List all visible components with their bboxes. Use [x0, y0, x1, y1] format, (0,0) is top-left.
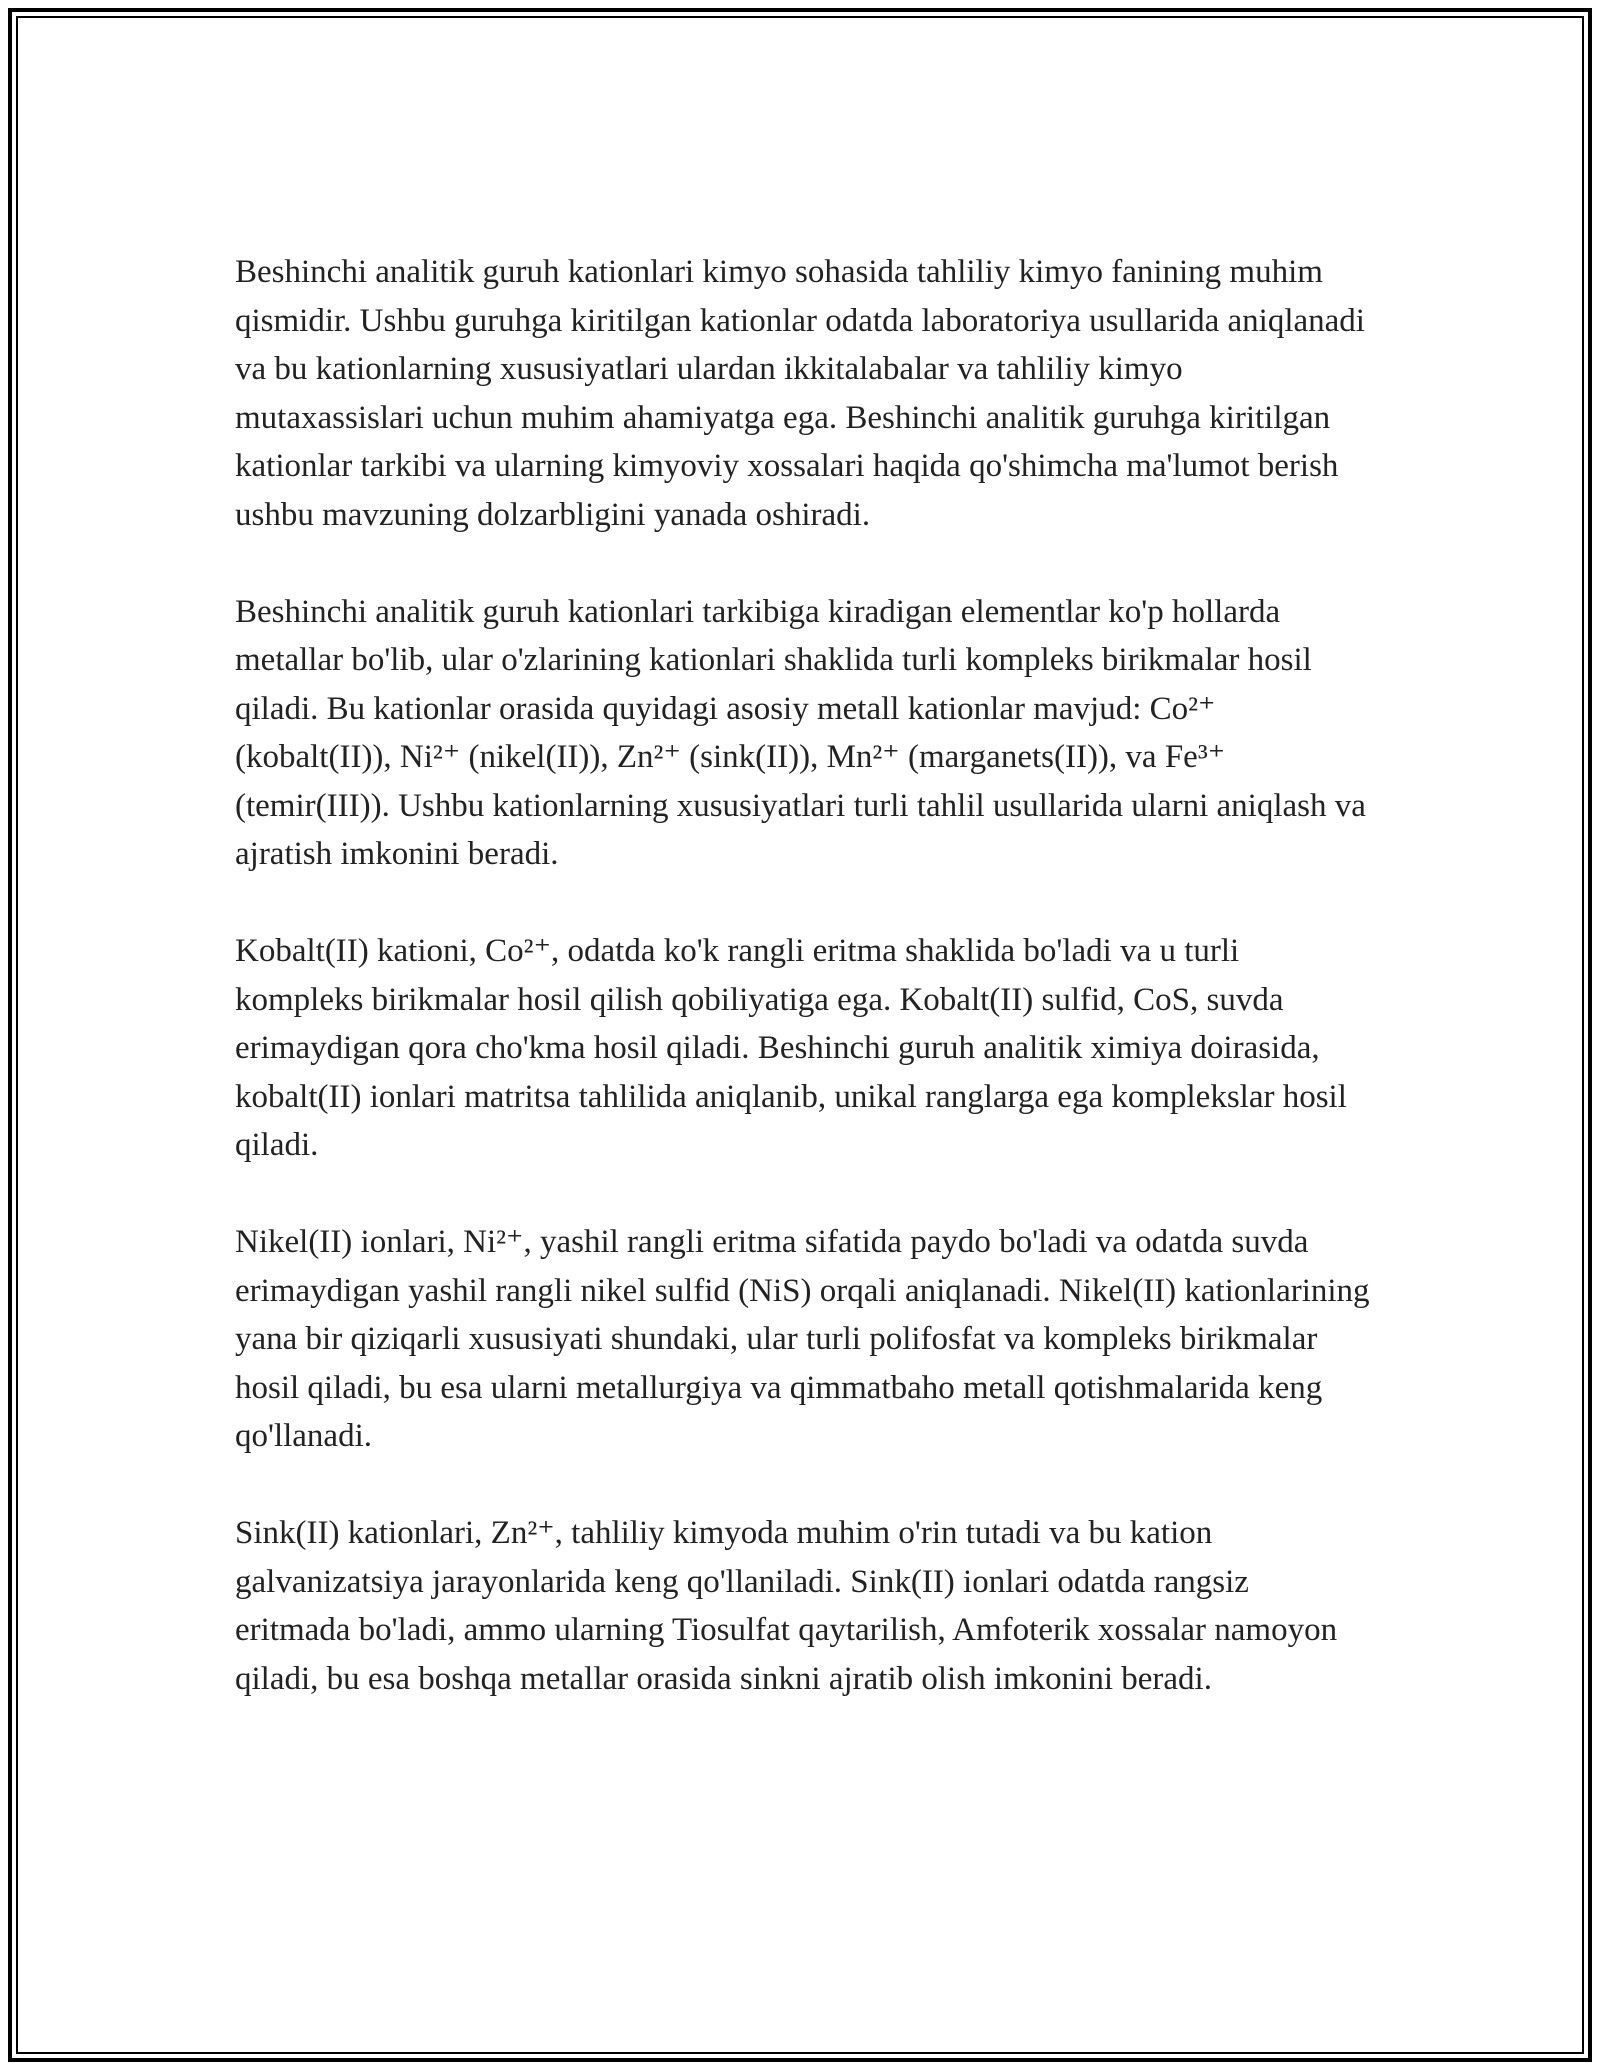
- paragraph-cation-composition: Beshinchi analitik guruh kationlari tarkibiga kiradigan elementlar ko'p hollarda metallar bo'lib, ular o'zlarining kationlari shaklida turli kompleks birikmalar hosil qiladi. Bu kationlar orasida quyidagi asosiy metall kationlar mavjud: Co²⁺ (kobalt(II)), Ni²⁺ (nikel(II)), Zn²⁺ (sink(II)), Mn²⁺ (marganets(II)), va Fe³⁺ (temir(III)). Ushbu kationlarning xususiyatlari turli tahlil usullarida ularni aniqlash va ajratish imkonini beradi.: [235, 593, 1366, 872]
- document-body: [235, 248, 1370, 1752]
- paragraph-nickel: Nikel(II) ionlari, Ni²⁺, yashil rangli eritma sifatida paydo bo'ladi va odatda suvda erimaydigan yashil rangli nikel sulfid (NiS) orqali aniqlanadi. Nikel(II) kationlarining yana bir qiziqarli xususiyati shundaki, ular turli polifosfat va kompleks birikmalar hosil qiladi, bu esa ularni metallurgiya va qimmatbaho metall qotishmalarida keng qo'llanadi.: [235, 1224, 1370, 1454]
- paragraph-zinc: Sink(II) kationlari, Zn²⁺, tahliliy kimyoda muhim o'rin tutadi va bu kation galvanizatsiya jarayonlarida keng qo'llaniladi. Sink(II) ionlari odatda rangsiz eritmada bo'ladi, ammo ularning Tiosulfat qaytarilish, Amfoterik xossalar namoyon qiladi, bu esa boshqa metallar orasida sinkni ajratib olish imkonini beradi.: [235, 1515, 1338, 1697]
- paragraph-cobalt: Kobalt(II) kationi, Co²⁺, odatda ko'k rangli eritma shaklida bo'ladi va u turli kompleks birikmalar hosil qilish qobiliyatiga ega. Kobalt(II) sulfid, CoS, suvda erimaydigan qora cho'kma hosil qiladi. Beshinchi guruh analitik ximiya doirasida, kobalt(II) ionlari matritsa tahlilida aniqlanib, unikal ranglarga ega komplekslar hosil qiladi.: [235, 933, 1347, 1163]
- paragraph-intro: Beshinchi analitik guruh kationlari kimyo sohasida tahliliy kimyo fanining muhim qismidir. Ushbu guruhga kiritilgan kationlar odatda laboratoriya usullarida aniqlanadi va bu kationlarning xususiyatlari ulardan ikkitalabalar va tahliliy kimyo mutaxassislari uchun muhim ahamiyatga ega. Beshinchi analitik guruhga kiritilgan kationlar tarkibi va ularning kimyoviy xossalari haqida qo'shimcha ma'lumot berish ushbu mavzuning dolzarbligini yanada oshiradi.: [235, 254, 1365, 533]
